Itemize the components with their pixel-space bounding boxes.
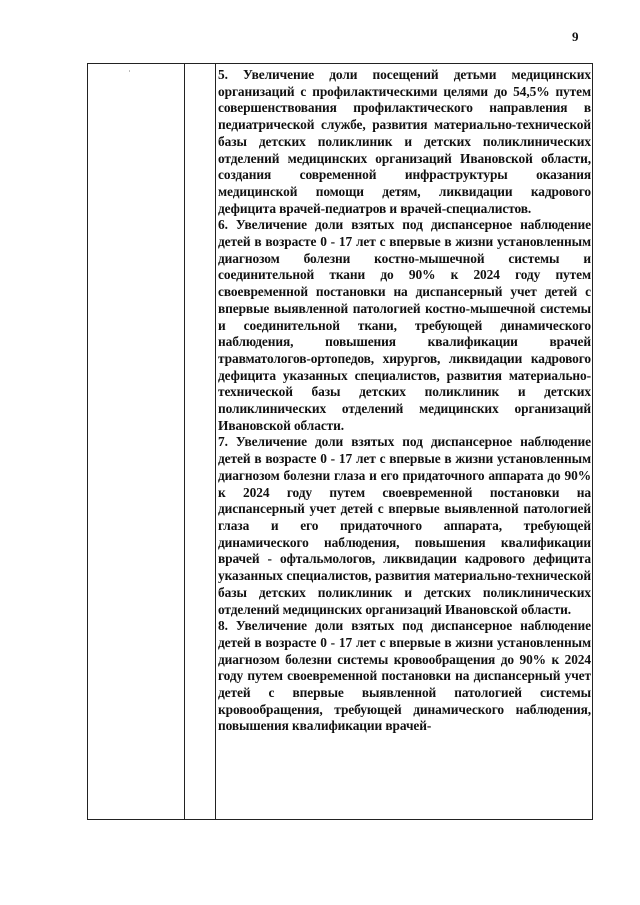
paragraph-7: 7. Увеличение доли взятых под диспансерное наблюдение детей в возрасте 0 - 17 лет с впервые в жизни установленным диагнозом болезни глаза и его придаточного аппарата до 90% к 2024 году путем своевременной постановки на диспансерный учет детей с впервые выявленной патологией глаза и его придаточного аппарата, требующей динамического наблюдения, повышения квалификации врачей - офтальмологов, ликвидации кадрового дефицита указанных специалистов, развития материально-технической базы детских поликлиник и детских поликлинических отделений медицинских организаций Ивановской области. (218, 434, 591, 617)
page-number: 9 (572, 29, 579, 44)
table-column-divider-2 (215, 64, 216, 819)
document-table (87, 63, 593, 820)
paragraph-6: 6. Увеличение доли взятых под диспансерное наблюдение детей в возрасте 0 - 17 лет с впервые в жизни установленным диагнозом болезни костно-мышечной системы и соединительной ткани до 90% к 2024 году путем своевременной постановки на диспансерный учет детей с впервые выявленной патологией костно-мышечной системы и соединительной ткани, требующей динамического наблюдения, повышения квалификации врачей травматологов-ортопедов, хирургов, ликвидации кадрового дефицита указанных специалистов, развития материально-технической базы детских поликлиник и детских поликлинических отделений медицинских организаций Ивановской области. (218, 217, 591, 433)
paragraph-5: 5. Увеличение доли посещений детьми медицинских организаций с профилактическими целями до 54,5% путем совершенствования профилактического направления в педиатрической службе, развития материально-технической базы детских поликлиник и детских поликлинических отделений медицинских организаций Ивановской области, создания современной инфраструктуры оказания медицинской помощи детям, ликвидации кадрового дефицита врачей-педиатров и врачей-специалистов. (218, 67, 591, 216)
paragraph-8: 8. Увеличение доли взятых под диспансерное наблюдение детей в возрасте 0 - 17 лет с впервые в жизни установленным диагнозом болезни системы кровообращения до 90% к 2024 году путем своевременной постановки на диспансерный учет детей с впервые выявленной патологией системы кровообращения, требующей динамического наблюдения, повышения квалификации врачей- (218, 618, 591, 734)
scan-mark: ˙ (128, 69, 131, 79)
text-cell (218, 67, 591, 735)
table-column-divider-1 (184, 64, 185, 819)
